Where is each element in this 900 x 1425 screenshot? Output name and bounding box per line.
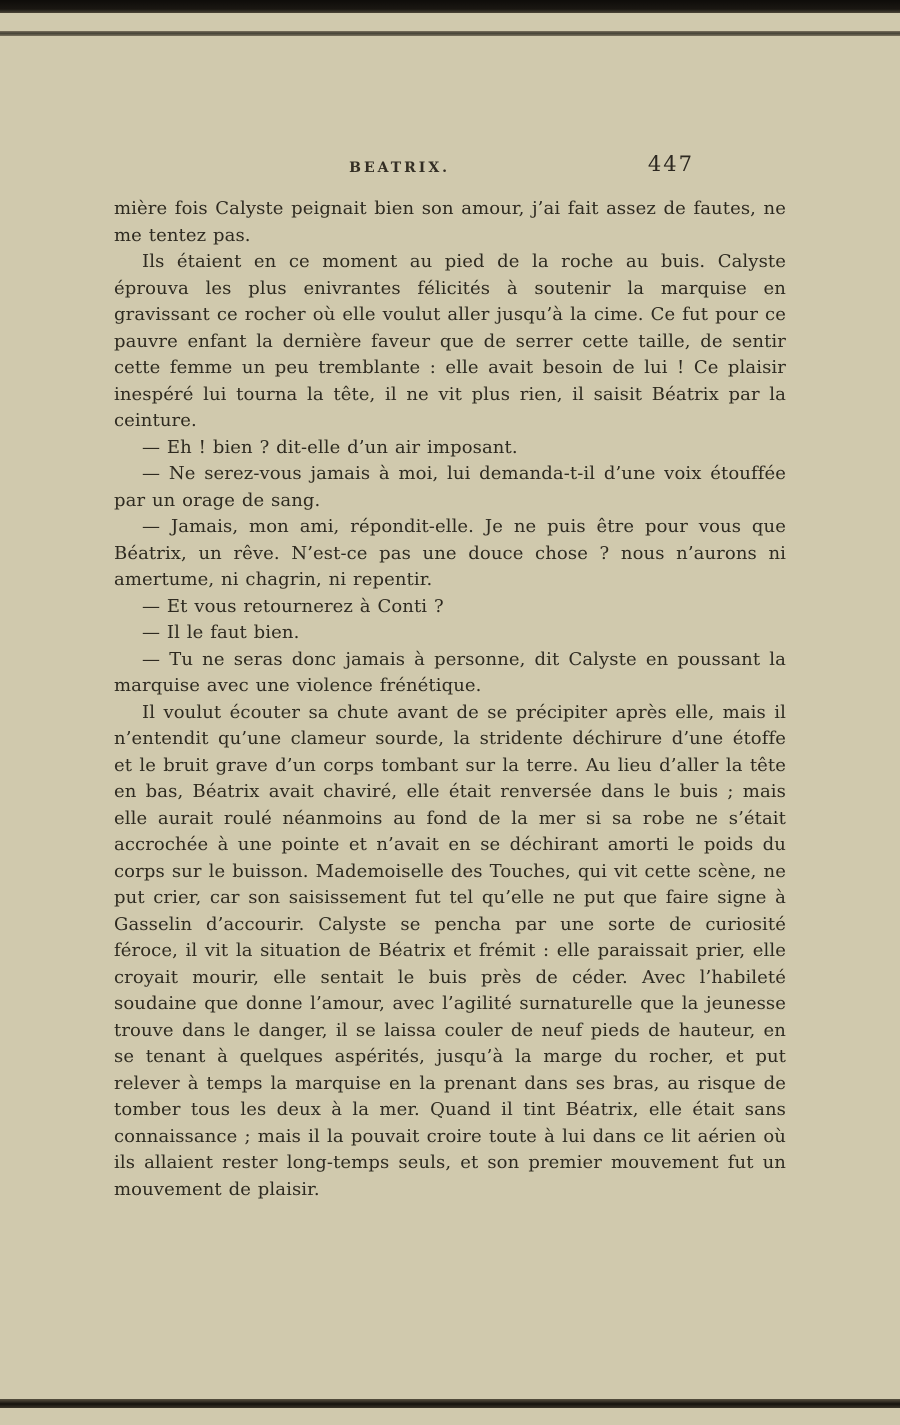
paragraph: Ils étaient en ce moment au pied de la roche au buis. Calyste éprouva les plus enivrantes félicités à soutenir la marquise en gravissant ce rocher où elle voulut aller jusqu’à la cime. Ce fut pour ce pauvre enfant la dernière faveur que de serrer cette taille, de sentir cette femme un peu tremblante : elle avait besoin de lui ! Ce plaisir inespéré lui tourna la tête, il ne vit plus rien, il saisit Béatrix par la ceinture. [114,251,786,431]
scan-edge-top-line [0,31,900,36]
paragraph-dialogue: — Jamais, mon ami, répondit-elle. Je ne puis être pour vous que Béatrix, un rêve. N’est-ce pas une douce chose ? nous n’aurons ni amertume, ni chagrin, ni repentir. [114,516,786,590]
paragraph-dialogue: — Ne serez-vous jamais à moi, lui demanda-t-il d’une voix étouffée par un orage de sang. [114,463,786,511]
page-header [114,152,786,196]
paragraph-dialogue: — Et vous retournerez à Conti ? [142,595,444,617]
body-text [114,196,786,1203]
paragraph-dialogue: — Eh ! bien ? dit-elle d’un air imposant. [142,436,518,458]
paragraph-continuation: mière fois Calyste peignait bien son amour, j’ai fait assez de fautes, ne me tentez pas. [114,198,786,246]
paragraph: Il voulut écouter sa chute avant de se précipiter après elle, mais il n’entendit qu’une clameur sourde, la stridente déchirure d’une étoffe et le bruit grave d’un corps tombant sur la terre. Au lieu d’aller la tête en bas, Béatrix avait chaviré, elle était renversée dans le buis ; mais elle aurait roulé néanmoins au fond de la mer si sa robe ne s’était accrochée à une pointe et n’avait en se déchirant amorti le poids du corps sur le buisson. Mademoiselle des Touches, qui vit cette scène, ne put crier, car son saisissement fut tel qu’elle ne put que faire signe à Gasselin d’accourir. Calyste se pencha par une sorte de curiosité féroce, il vit la situation de Béatrix et frémit : elle paraissait prier, elle croyait mourir, elle sentait le buis près de céder. Avec l’habileté soudaine que donne l’amour, avec l’agilité surnaturelle que la jeunesse trouve dans le danger, il se laissa couler de neuf pieds de hauteur, en se tenant à quelques aspérités, jusqu’à la marge du rocher, et put relever à temps la marquise en la prenant dans ses bras, au risque de tomber tous les deux à la mer. Quand il tint Béatrix, elle était sans connaissance ; mais il la pouvait croire toute à lui dans ce lit aérien où ils allaient rester long-temps seuls, et son premier mouvement fut un mouvement de plaisir. [114,701,786,1200]
paragraph-dialogue: — Il le faut bien. [142,622,300,643]
running-head-title: BEATRIX. [349,160,451,176]
page-body [114,152,786,1203]
scan-edge-top [0,0,900,13]
scan-edge-bottom [0,1399,900,1408]
paragraph-dialogue: — Tu ne seras donc jamais à personne, dit Calyste en poussant la marquise avec une violence frénétique. [114,648,786,696]
page-number: 447 [647,152,694,176]
